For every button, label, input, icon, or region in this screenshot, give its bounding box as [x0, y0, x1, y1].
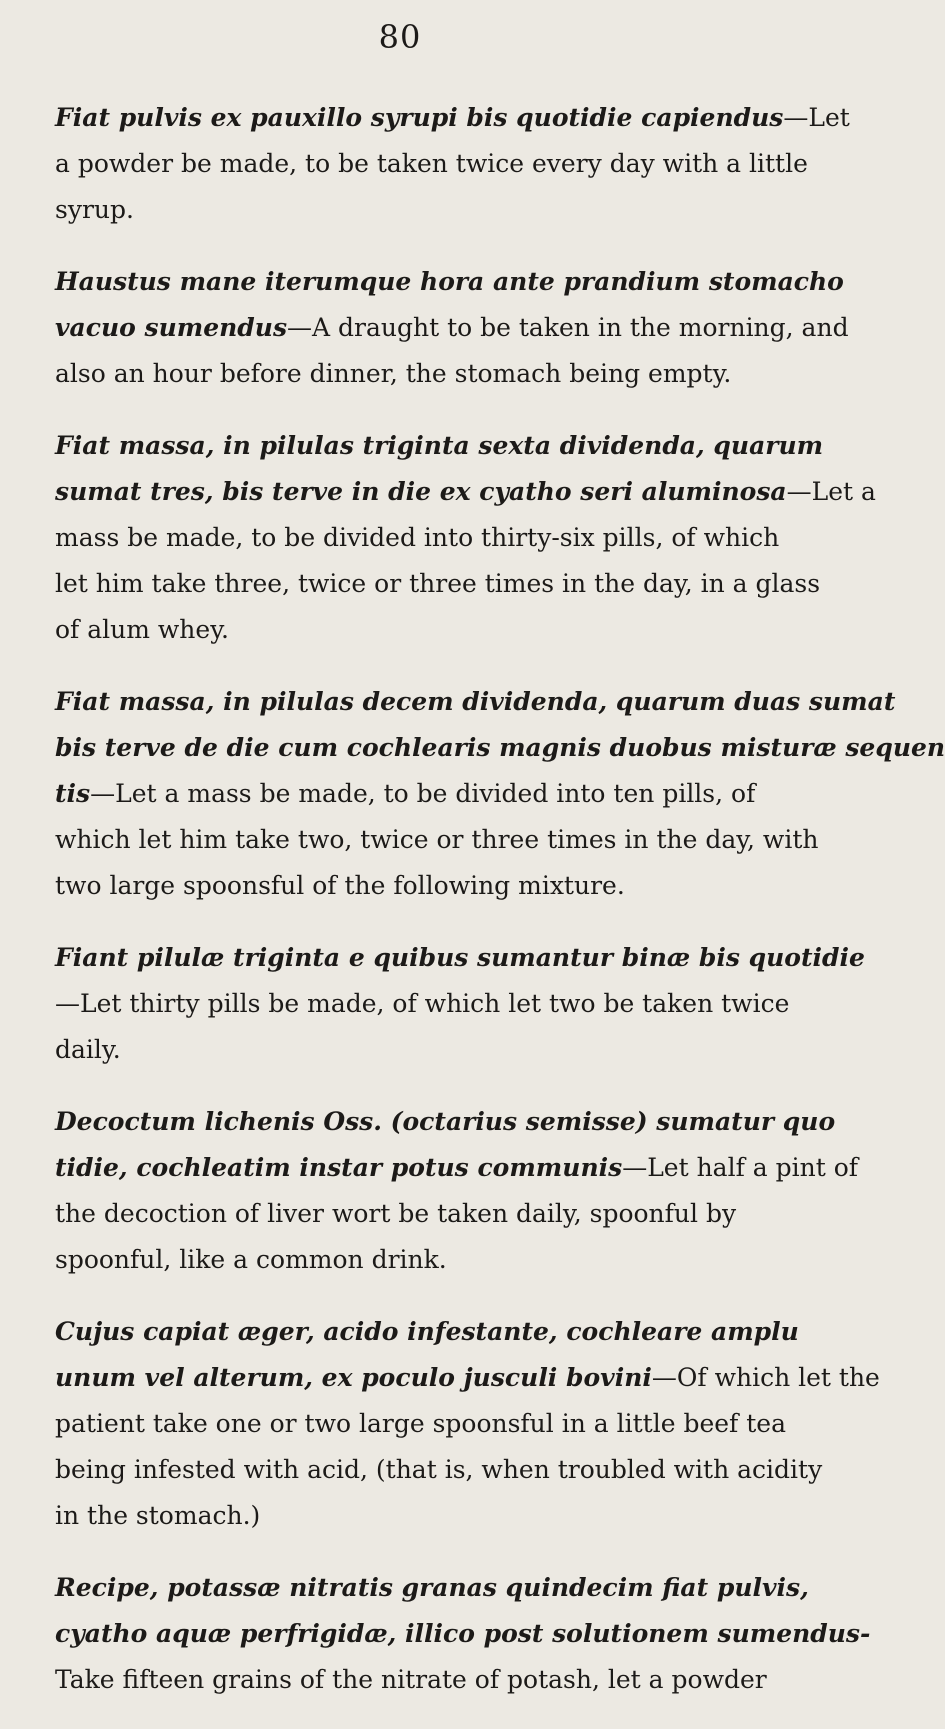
text-line [55, 817, 819, 863]
prescription-entry [55, 1309, 880, 1539]
prescription-entry [55, 423, 876, 653]
latin-text: Fiant pilulæ triginta e quibus sumantur binæ bis quotidie [55, 943, 865, 972]
latin-text: unum vel alterum, ex poculo jusculi bovini [55, 1363, 652, 1392]
text-line [55, 1145, 859, 1191]
prescription-entry [55, 935, 865, 1073]
english-text: being infested with acid, (that is, when troubled with acidity [55, 1455, 823, 1484]
text-line [55, 95, 850, 141]
text-line [55, 1565, 815, 1611]
latin-text: Cujus capiat æger, acido infestante, cochleare amplu [55, 1317, 799, 1346]
text-line [55, 1309, 815, 1355]
english-text: let him take three, twice or three times in the day, in a glass [55, 569, 821, 598]
latin-text: Fiat massa, in pilulas triginta sexta dividenda, quarum [55, 431, 824, 460]
text-line [55, 1657, 815, 1703]
page-number: 80 [378, 18, 422, 56]
text-line [55, 725, 945, 771]
text-line [55, 351, 815, 397]
text-line [55, 771, 815, 817]
text-line [55, 305, 849, 351]
prescription-list [55, 95, 945, 1729]
english-text: also an hour before dinner, the stomach being empty. [55, 359, 732, 388]
text-line [55, 607, 815, 653]
latin-text: vacuo sumendus [55, 313, 288, 342]
latin-text: Fiat pulvis ex pauxillo syrupi bis quotidie capiendus [55, 103, 784, 132]
english-text: of alum whey. [55, 615, 229, 644]
english-text: —Let a mass be made, to be divided into ten pills, of [90, 779, 756, 808]
text-line [55, 469, 876, 515]
text-line [55, 981, 815, 1027]
prescription-entry [55, 95, 850, 233]
prescription-entry [55, 679, 945, 909]
text-line [55, 679, 896, 725]
latin-text: sumat tres, bis terve in die ex cyatho seri aluminosa [55, 477, 787, 506]
latin-text: tidie, cochleatim instar potus communis [55, 1153, 623, 1182]
text-line [55, 1493, 815, 1539]
prescription-entry [55, 259, 849, 397]
text-line [55, 1027, 815, 1073]
latin-text: Fiat massa, in pilulas decem dividenda, quarum duas sumat [55, 687, 896, 716]
english-text: daily. [55, 1035, 121, 1064]
text-line [55, 1355, 880, 1401]
english-text: patient take one or two large spoonsful in a little beef tea [55, 1409, 786, 1438]
prescription-entry [55, 1099, 859, 1283]
english-text: mass be made, to be divided into thirty-six pills, of which [55, 523, 780, 552]
english-text: —Let thirty pills be made, of which let two be taken twice [55, 989, 790, 1018]
text-line [55, 187, 815, 233]
text-line [55, 561, 821, 607]
text-line [55, 1447, 823, 1493]
english-text: the decoction of liver wort be taken daily, spoonful by [55, 1199, 737, 1228]
latin-text: Recipe, potassæ nitratis granas quindecim fiat pulvis, [55, 1573, 809, 1602]
text-line [55, 423, 824, 469]
english-text: two large spoonsful of the following mixture. [55, 871, 625, 900]
text-line [55, 515, 815, 561]
prescription-entry [55, 1565, 871, 1703]
latin-text: tis [55, 779, 91, 808]
english-text: —A draught to be taken in the morning, and [287, 313, 849, 342]
latin-text: Haustus mane iterumque hora ante prandium stomacho [55, 267, 844, 296]
text-line [55, 1191, 815, 1237]
english-text: a powder be made, to be taken twice every day with a little [55, 149, 808, 178]
english-text: —Let [783, 103, 850, 132]
english-text: syrup. [55, 195, 134, 224]
latin-text: bis terve de die cum cochlearis magnis duobus misturæ sequen [55, 733, 945, 762]
latin-text: Decoctum lichenis Oss. (octarius semisse) sumatur quo [55, 1107, 836, 1136]
english-text: which let him take two, twice or three times in the day, with [55, 825, 819, 854]
text-line [55, 1401, 815, 1447]
text-line [55, 259, 844, 305]
text-line [55, 1099, 836, 1145]
english-text: spoonful, like a common drink. [55, 1245, 447, 1274]
text-line [55, 1237, 815, 1283]
text-line [55, 863, 815, 909]
english-text: in the stomach.) [55, 1501, 261, 1530]
text-line [55, 141, 815, 187]
text-line [55, 1611, 871, 1657]
latin-text: cyatho aquæ perfrigidæ, illico post solutionem sumendus- [55, 1619, 871, 1648]
english-text: —Of which let the [651, 1363, 880, 1392]
text-line [55, 935, 865, 981]
english-text: —Let a [786, 477, 876, 506]
english-text: —Let half a pint of [622, 1153, 859, 1182]
english-text: Take fifteen grains of the nitrate of potash, let a powder [55, 1665, 767, 1694]
